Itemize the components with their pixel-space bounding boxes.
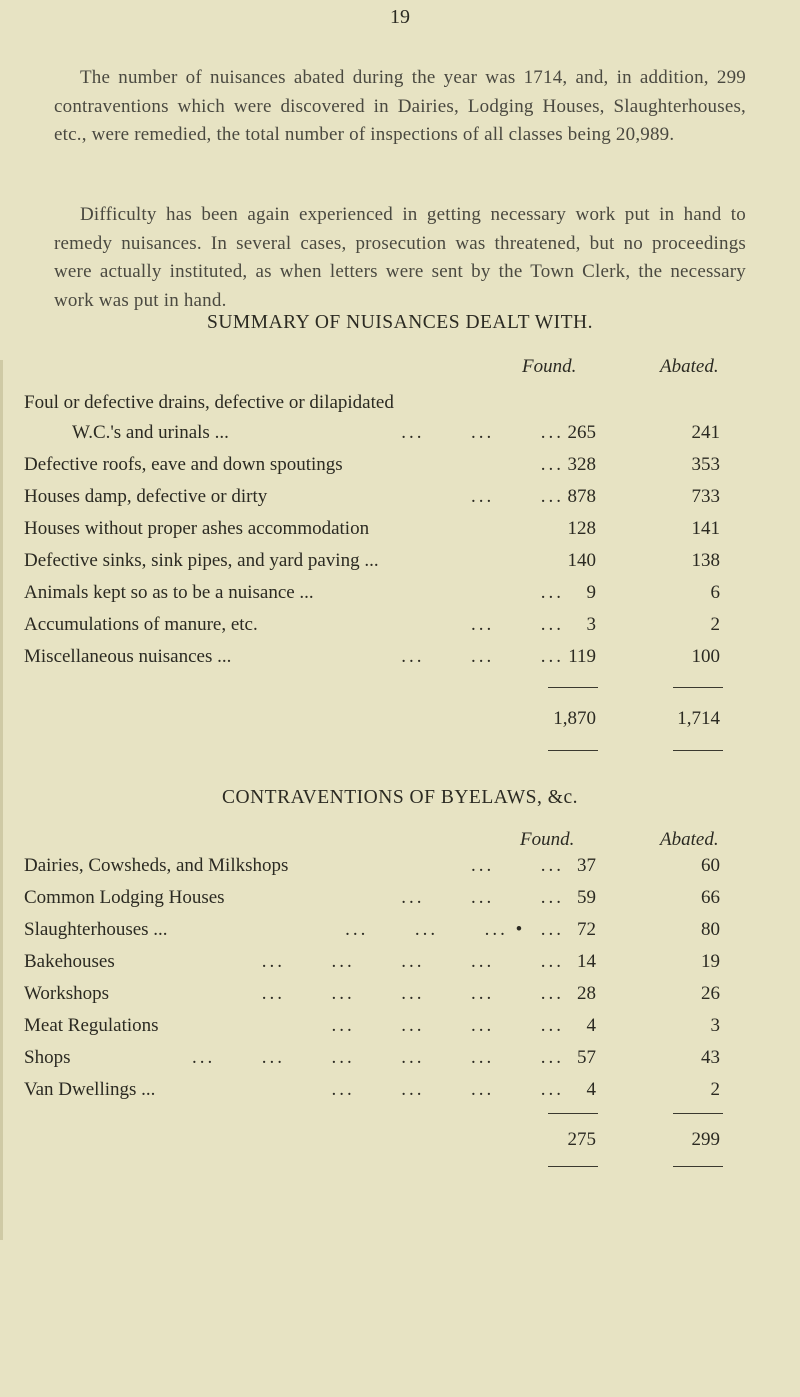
rule <box>673 687 723 688</box>
table-row <box>24 388 724 418</box>
paragraph-text: Difficulty has been again experienced in getting necessary work put in hand to remedy nuisances. In several cases, prosecution was threatened, but no proceedings were actually instituted, as when letters were sent by the Town Clerk, the necessary work was put in hand. <box>54 204 746 311</box>
row-label: W.C.'s and urinals ... <box>72 422 229 443</box>
paragraph-2 <box>54 201 746 315</box>
leader-dots: ... ... <box>471 614 564 635</box>
table-row <box>24 578 724 608</box>
leader-dots: ... ... ... ... ... <box>261 951 564 972</box>
row-label: Meat Regulations <box>24 1015 159 1036</box>
found-value: 128 <box>567 518 596 539</box>
summary-total-row <box>24 704 724 734</box>
found-value: 328 <box>567 454 596 475</box>
abated-value: 353 <box>691 454 720 475</box>
leader-dots: ... ... ... ... <box>331 1079 564 1100</box>
total-found: 1,870 <box>553 708 596 729</box>
summary-col-found: Found. <box>522 356 577 377</box>
abated-value: 60 <box>701 855 720 876</box>
found-value: 140 <box>567 550 596 571</box>
total-abated: 1,714 <box>677 708 720 729</box>
abated-value: 2 <box>710 1079 720 1100</box>
row-label: Houses without proper ashes accommodation <box>24 518 370 539</box>
leader-dots: ... ... ... <box>401 422 564 443</box>
abated-value: 6 <box>710 582 720 603</box>
row-label: Accumulations of manure, etc. <box>24 614 258 635</box>
leader-dots: ... ... ... • ... <box>345 919 564 940</box>
row-label: Houses damp, defective or dirty <box>24 486 268 507</box>
total-found: 275 <box>567 1129 596 1150</box>
row-label: Dairies, Cowsheds, and Milkshops <box>24 855 289 876</box>
found-value: 72 <box>577 919 596 940</box>
paragraph-1 <box>54 64 746 150</box>
found-value: 37 <box>577 855 596 876</box>
abated-value: 66 <box>701 887 720 908</box>
found-value: 4 <box>586 1015 596 1036</box>
row-label: Bakehouses <box>24 951 115 972</box>
table-row <box>24 610 724 640</box>
row-label: Defective roofs, eave and down spoutings <box>24 454 343 475</box>
table-row <box>24 418 724 448</box>
total-abated: 299 <box>691 1129 720 1150</box>
table-row <box>24 947 724 977</box>
contraventions-title: CONTRAVENTIONS OF BYELAWS, &c. <box>222 787 578 808</box>
leader-dots: ... <box>540 582 564 603</box>
abated-value: 733 <box>691 486 720 507</box>
rule <box>548 687 598 688</box>
abated-value: 80 <box>701 919 720 940</box>
row-label: Common Lodging Houses <box>24 887 225 908</box>
abated-value: 2 <box>710 614 720 635</box>
leader-dots: ... <box>540 454 564 475</box>
table-row <box>24 482 724 512</box>
contraventions-total-row <box>24 1125 724 1155</box>
leader-dots: ... ... ... ... ... <box>261 983 564 1004</box>
row-label: Van Dwellings ... <box>24 1079 156 1100</box>
leader-dots: ... ... ... <box>401 887 564 908</box>
rule <box>673 1113 723 1114</box>
row-label: Miscellaneous nuisances ... <box>24 646 232 667</box>
found-value: 4 <box>586 1079 596 1100</box>
abated-value: 138 <box>691 550 720 571</box>
summary-col-abated: Abated. <box>660 356 719 377</box>
abated-value: 3 <box>710 1015 720 1036</box>
summary-title: SUMMARY OF NUISANCES DEALT WITH. <box>206 312 593 333</box>
row-label: Shops <box>24 1047 71 1068</box>
found-value: 119 <box>568 646 596 667</box>
table-row <box>24 883 724 913</box>
rule <box>548 750 598 751</box>
abated-value: 43 <box>701 1047 720 1068</box>
rule <box>548 1166 598 1167</box>
contraventions-col-found: Found. <box>520 829 575 850</box>
table-row <box>24 450 724 480</box>
leader-dots: ... ... ... <box>401 646 564 667</box>
row-label: Slaughterhouses ... <box>24 919 168 940</box>
row-label: Animals kept so as to be a nuisance ... <box>24 582 314 603</box>
contraventions-col-abated: Abated. <box>660 829 719 850</box>
abated-value: 19 <box>701 951 720 972</box>
table-row <box>24 642 724 672</box>
leader-dots: ... ... <box>471 486 564 507</box>
found-value: 57 <box>577 1047 596 1068</box>
leader-dots: ... ... <box>471 855 564 876</box>
table-row <box>24 915 724 945</box>
found-value: 3 <box>586 614 596 635</box>
row-label: Workshops <box>24 983 110 1004</box>
abated-value: 141 <box>691 518 720 539</box>
table-row <box>24 979 724 1009</box>
row-label: Defective sinks, sink pipes, and yard paving ... <box>24 550 379 571</box>
leader-dots: ... ... ... ... ... ... <box>192 1047 564 1068</box>
rule <box>673 750 723 751</box>
leader-dots: ... ... ... ... <box>331 1015 564 1036</box>
found-value: 9 <box>586 582 596 603</box>
table-row <box>24 1075 724 1105</box>
table-row <box>24 1043 724 1073</box>
paragraph-text: The number of nuisances abated during the year was 1714, and, in addition, 299 contraventions which were discovered in Dairies, Lodging Houses, Slaughterhouses, etc., were remedied, the total number of inspections of all classes being 20,989. <box>54 67 746 145</box>
found-value: 28 <box>577 983 596 1004</box>
row-label: Foul or defective drains, defective or dilapidated <box>24 392 394 413</box>
table-row <box>24 851 724 881</box>
rule <box>673 1166 723 1167</box>
abated-value: 100 <box>691 646 720 667</box>
abated-value: 26 <box>701 983 720 1004</box>
found-value: 878 <box>567 486 596 507</box>
abated-value: 241 <box>691 422 720 443</box>
found-value: 265 <box>567 422 596 443</box>
table-row <box>24 514 724 544</box>
page-number: 19 <box>390 6 410 28</box>
rule <box>548 1113 598 1114</box>
found-value: 14 <box>577 951 596 972</box>
table-row <box>24 1011 724 1041</box>
table-row <box>24 546 724 576</box>
found-value: 59 <box>577 887 596 908</box>
